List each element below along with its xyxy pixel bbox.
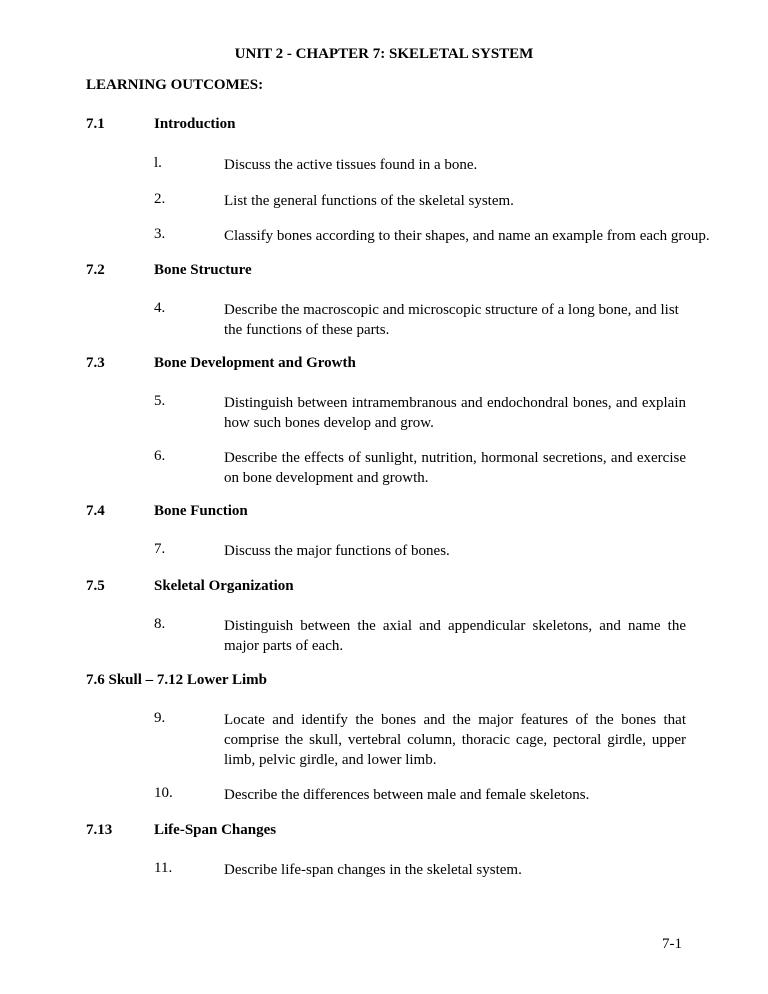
learning-outcomes-heading: LEARNING OUTCOMES:	[86, 77, 264, 93]
outcome-text: Describe the macroscopic and microscopic structure of a long bone, and list the functions of these parts.	[224, 302, 679, 338]
outcome-number: l.	[154, 155, 162, 171]
outcome-number: 6.	[154, 448, 166, 464]
section-title: Bone Development and Growth	[154, 355, 356, 371]
section-number: 7.3	[86, 355, 105, 371]
outcome-number: 10.	[154, 785, 173, 801]
section-title: Bone Structure	[154, 262, 252, 278]
section-title: 7.6 Skull – 7.12 Lower Limb	[86, 672, 268, 688]
outcome-number: 2.	[154, 191, 166, 207]
outcome-number: 4.	[154, 300, 166, 316]
outcome-number: 11.	[154, 860, 173, 876]
outcome-number: 3.	[154, 226, 166, 242]
outcome-text: Distinguish between intramembranous and endochondral bones, and explain how such bones develop and grow.	[224, 395, 686, 431]
outcome-text: Discuss the major functions of bones.	[224, 543, 450, 559]
outcome-number: 7.	[154, 541, 166, 557]
outcome-text: Discuss the active tissues found in a bone.	[224, 157, 478, 173]
outcome-text: Describe the differences between male and female skeletons.	[224, 787, 590, 803]
section-number: 7.2	[86, 262, 105, 278]
section-title: Introduction	[154, 116, 236, 132]
section-number: 7.4	[86, 503, 105, 519]
section-title: Life-Span Changes	[154, 822, 277, 838]
outcome-text: Describe life-span changes in the skeletal system.	[224, 862, 522, 878]
section-title: Bone Function	[154, 503, 248, 519]
outcome-text: List the general functions of the skeletal system.	[224, 193, 514, 209]
outcome-text: Describe the effects of sunlight, nutrition, hormonal secretions, and exercise on bone development and growth.	[224, 450, 686, 486]
outcome-text: Distinguish between the axial and appendicular skeletons, and name the major parts of each.	[224, 618, 686, 654]
outcome-number: 5.	[154, 393, 166, 409]
outcome-number: 9.	[154, 710, 166, 726]
section-number: 7.5	[86, 578, 105, 594]
outcome-number: 8.	[154, 616, 166, 632]
section-number: 7.1	[86, 116, 105, 132]
page-title: UNIT 2 - CHAPTER 7: SKELETAL SYSTEM	[234, 46, 534, 62]
section-number: 7.13	[86, 822, 113, 838]
section-title: Skeletal Organization	[154, 578, 294, 594]
outcome-text: Classify bones according to their shapes, and name an example from each group.	[224, 228, 710, 244]
page-number: 7-1	[662, 936, 682, 952]
outcome-text: Locate and identify the bones and the major features of the bones that comprise the skull, vertebral column, thoracic cage, pectoral girdle, upper limb, pelvic girdle, and lower limb.	[224, 712, 686, 768]
